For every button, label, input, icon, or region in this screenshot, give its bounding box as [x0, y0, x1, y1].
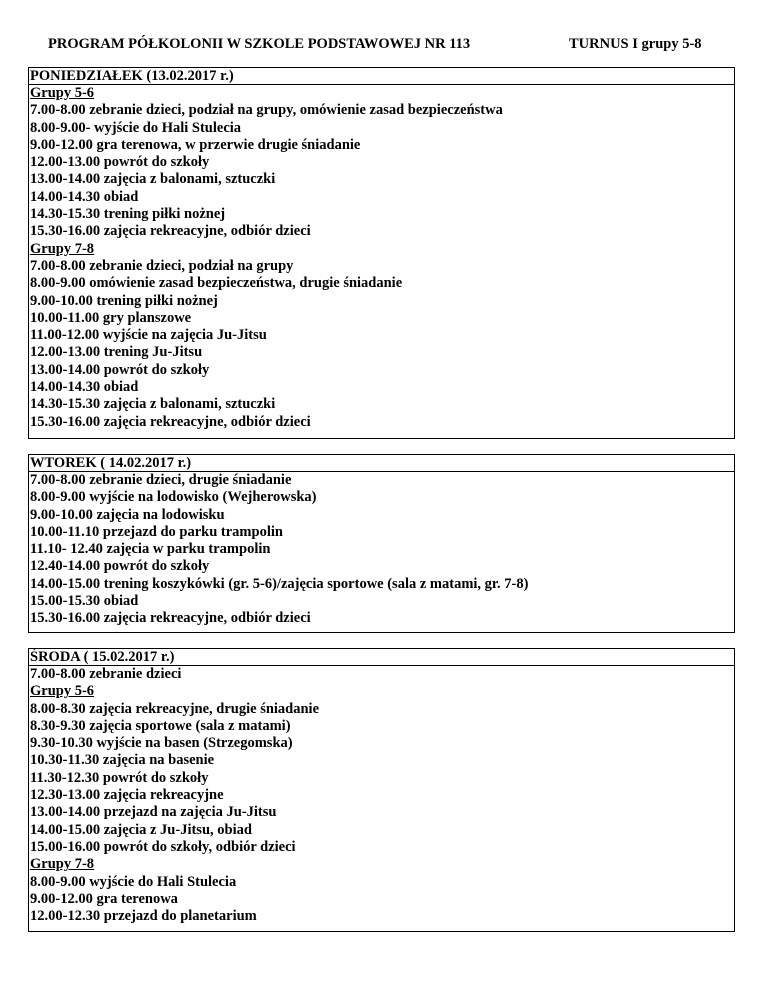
group-heading: Grupy 5-6	[30, 683, 95, 700]
schedule-entry: 11.10- 12.40 zajęcia w parku trampolin	[30, 541, 271, 558]
monday-section	[28, 67, 735, 439]
document-title	[48, 35, 728, 53]
schedule-entry: 9.00-10.00 zajęcia na lodowisku	[30, 506, 225, 523]
monday-heading: PONIEDZIAŁEK (13.02.2017 r.)	[29, 68, 734, 85]
schedule-entry: 14.00-14.30 obiad	[30, 379, 139, 396]
tuesday-section	[28, 454, 735, 633]
schedule-entry: 9.00-12.00 gra terenowa, w przerwie drugie śniadanie	[30, 136, 361, 153]
schedule-entry: 8.00-9.00 omówienie zasad bezpieczeństwa, drugie śniadanie	[30, 275, 403, 292]
schedule-entry: 14.30-15.30 zajęcia z balonami, sztuczki	[30, 396, 276, 413]
group-heading: Grupy 5-6	[30, 85, 95, 101]
schedule-entry: 9.30-10.30 wyjście na basen (Strzegomska)	[30, 735, 293, 752]
wednesday-schedule	[29, 666, 734, 925]
schedule-entry: 15.00-15.30 obiad	[30, 593, 139, 610]
schedule-entry: 7.00-8.00 zebranie dzieci, drugie śniadanie	[30, 472, 292, 488]
schedule-entry: 14.00-15.00 trening koszykówki (gr. 5-6)/zajęcia sportowe (sala z matami, gr. 7-8)	[30, 575, 529, 592]
schedule-entry: 11.30-12.30 powrót do szkoły	[30, 769, 209, 786]
schedule-entry: 8.30-9.30 zajęcia sportowe (sala z matami)	[30, 717, 291, 734]
schedule-entry: 7.00-8.00 zebranie dzieci, podział na grupy	[30, 257, 294, 274]
schedule-entry: 11.00-12.00 wyjście na zajęcia Ju-Jitsu	[30, 327, 267, 344]
schedule-entry: 13.00-14.00 powrót do szkoły	[30, 361, 210, 378]
monday-schedule	[29, 85, 734, 431]
schedule-entry: 7.00-8.00 zebranie dzieci, podział na grupy, omówienie zasad bezpieczeństwa	[30, 102, 503, 119]
tuesday-schedule	[29, 472, 734, 628]
schedule-entry: 12.00-13.00 powrót do szkoły	[30, 154, 210, 171]
schedule-entry: 8.00-9.00 wyjście na lodowisko (Wejherowska)	[30, 489, 317, 506]
schedule-entry: 14.30-15.30 trening piłki nożnej	[30, 206, 226, 223]
schedule-entry: 13.00-14.00 zajęcia z balonami, sztuczki	[30, 171, 276, 188]
schedule-entry: 8.00-9.00 wyjście do Hali Stulecia	[30, 873, 237, 890]
group-heading: Grupy 7-8	[30, 240, 95, 257]
schedule-entry: 9.00-12.00 gra terenowa	[30, 890, 178, 907]
program-title: PROGRAM PÓŁKOLONII W SZKOLE PODSTAWOWEJ NR 113	[48, 36, 471, 52]
schedule-entry: 15.30-16.00 zajęcia rekreacyjne, odbiór dzieci	[30, 413, 311, 430]
schedule-entry: 8.00-8.30 zajęcia rekreacyjne, drugie śniadanie	[30, 700, 320, 717]
schedule-entry: 10.00-11.00 gry planszowe	[30, 309, 192, 326]
schedule-entry: 13.00-14.00 przejazd na zajęcia Ju-Jitsu	[30, 804, 277, 821]
schedule-entry: 12.40-14.00 powrót do szkoły	[30, 558, 210, 575]
schedule-entry: 15.30-16.00 zajęcia rekreacyjne, odbiór dzieci	[30, 610, 311, 627]
schedule-entry: 14.00-14.30 obiad	[30, 188, 139, 205]
schedule-entry: 10.30-11.30 zajęcia na basenie	[30, 752, 215, 769]
schedule-entry: 12.00-13.00 trening Ju-Jitsu	[30, 344, 203, 361]
schedule-entry: 7.00-8.00 zebranie dzieci	[30, 666, 182, 682]
schedule-entry: 12.00-12.30 przejazd do planetarium	[30, 908, 257, 925]
schedule-entry: 15.30-16.00 zajęcia rekreacyjne, odbiór dzieci	[30, 223, 311, 240]
schedule-entry: 9.00-10.00 trening piłki nożnej	[30, 292, 218, 309]
turnus-label: TURNUS I grupy 5-8	[569, 36, 702, 52]
wednesday-section	[28, 648, 735, 932]
schedule-entry: 12.30-13.00 zajęcia rekreacyjne	[30, 787, 224, 804]
schedule-entry: 10.00-11.10 przejazd do parku trampolin	[30, 523, 283, 540]
schedule-entry: 14.00-15.00 zajęcia z Ju-Jitsu, obiad	[30, 821, 252, 838]
schedule-entry: 8.00-9.00- wyjście do Hali Stulecia	[30, 119, 242, 136]
wednesday-heading: ŚRODA ( 15.02.2017 r.)	[29, 649, 734, 666]
group-heading: Grupy 7-8	[30, 856, 95, 873]
schedule-entry: 15.00-16.00 powrót do szkoły, odbiór dzieci	[30, 838, 296, 855]
tuesday-heading: WTOREK ( 14.02.2017 r.)	[29, 455, 734, 472]
